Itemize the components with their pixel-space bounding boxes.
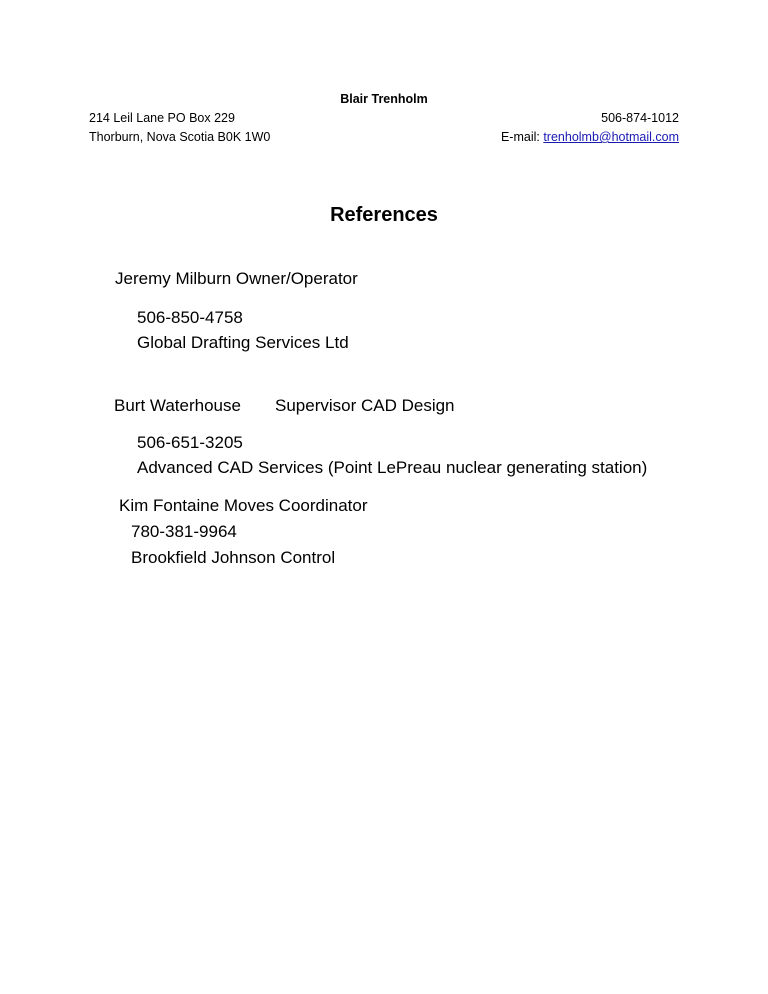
reference-3-name-title: Kim Fontaine Moves Coordinator: [119, 496, 368, 515]
email-label: E-mail:: [500, 130, 544, 144]
address-line-1: 214 Leil Lane PO Box 229: [89, 111, 235, 125]
applicant-phone: 506-874-1012: [601, 111, 679, 125]
reference-3-company: Brookfield Johnson Control: [131, 548, 336, 567]
reference-1-phone: 506-850-4758: [137, 308, 243, 327]
reference-1-company: Global Drafting Services Ltd: [137, 333, 349, 352]
reference-3-phone: 780-381-9964: [131, 522, 237, 541]
reference-2-name: Burt Waterhouse: [114, 396, 241, 415]
email-link[interactable]: trenholmb@hotmail.com: [543, 130, 679, 144]
page-title: References: [330, 204, 438, 226]
address-line-2: Thorburn, Nova Scotia B0K 1W0: [89, 130, 271, 144]
applicant-name: Blair Trenholm: [340, 92, 428, 106]
reference-2-company: Advanced CAD Services (Point LePreau nuclear generating station): [137, 458, 648, 477]
email-line: [501, 130, 679, 144]
reference-2-title: Supervisor CAD Design: [275, 396, 455, 415]
reference-1-name-title: Jeremy Milburn Owner/Operator: [115, 269, 358, 288]
reference-2-phone: 506-651-3205: [137, 433, 243, 452]
